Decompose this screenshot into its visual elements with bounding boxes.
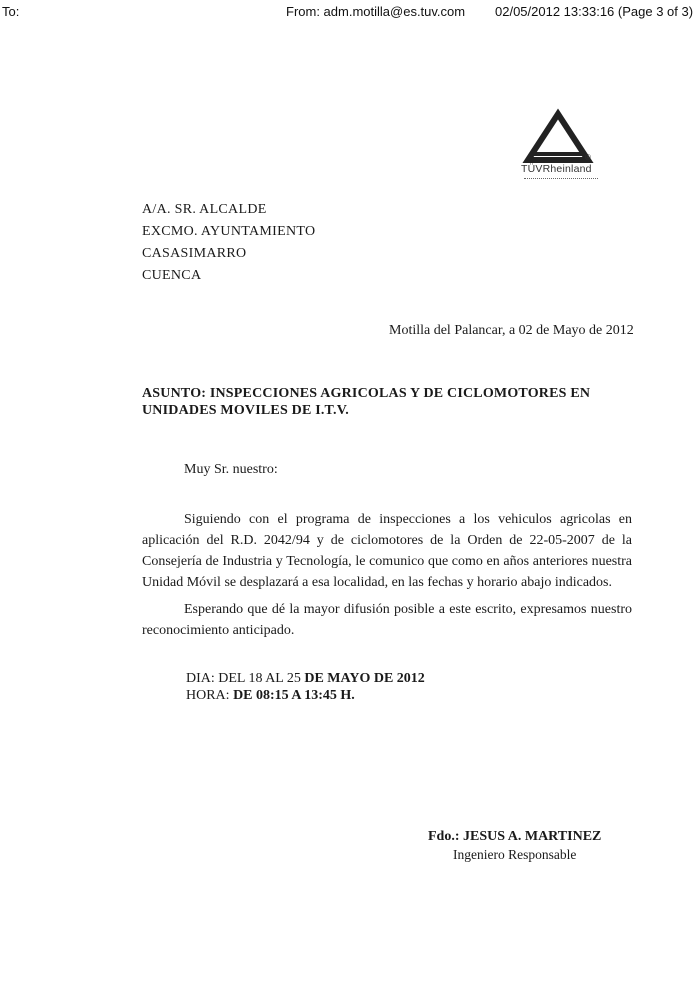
body-paragraph-1: Siguiendo con el programa de inspecciones a los vehiculos agricolas en aplicación del R.D. 2042/94 y de ciclomotores de la Orden de 22-05-2007 de la Consejería de Industria y Tecnología, le comunico que como en años anteriores nuestra Unidad Móvil se desplazará a esa localidad, en las fechas y horario abajo indicados.	[142, 512, 632, 590]
subject-line: ASUNTO: INSPECCIONES AGRICOLAS Y DE CICLOMOTORES EN UNIDADES MOVILES DE I.T.V.	[142, 386, 591, 418]
recipient-line-2: EXCMO. AYUNTAMIENTO	[142, 224, 316, 239]
schedule-hora-value: DE 08:15 A 13:45 H.	[233, 688, 355, 703]
signature-title: Ingeniero Responsable	[453, 847, 577, 862]
fax-header	[0, 4, 700, 22]
fax-to: To:	[2, 4, 20, 19]
recipient-line-3: CASASIMARRO	[142, 246, 247, 261]
schedule-hora	[186, 687, 355, 704]
tuv-triangle-logo-icon	[516, 108, 600, 188]
schedule-hora-label: HORA:	[186, 688, 230, 703]
logo-divider	[524, 178, 598, 179]
logo-brand-text: TÜVRheinland	[521, 163, 592, 175]
schedule-dia	[186, 670, 425, 687]
date-line: Motilla del Palancar, a 02 de Mayo de 2012	[389, 323, 634, 338]
fax-from: From: adm.motilla@es.tuv.com	[286, 4, 466, 19]
fax-datetime-page: 02/05/2012 13:33:16 (Page 3 of 3)	[495, 4, 694, 19]
registered-mark: ®	[585, 153, 591, 162]
signature-name: Fdo.: JESUS A. MARTINEZ	[428, 829, 602, 844]
greeting: Muy Sr. nuestro:	[184, 462, 278, 477]
schedule-dia-value: DE MAYO DE 2012	[304, 671, 425, 686]
schedule-dia-label: DIA: DEL 18 AL 25	[186, 671, 301, 686]
recipient-line-1: A/A. SR. ALCALDE	[142, 202, 267, 217]
recipient-line-4: CUENCA	[142, 268, 202, 283]
body-paragraph-2: Esperando que dé la mayor difusión posible a este escrito, expresamos nuestro reconocimiento anticipado.	[142, 602, 632, 638]
